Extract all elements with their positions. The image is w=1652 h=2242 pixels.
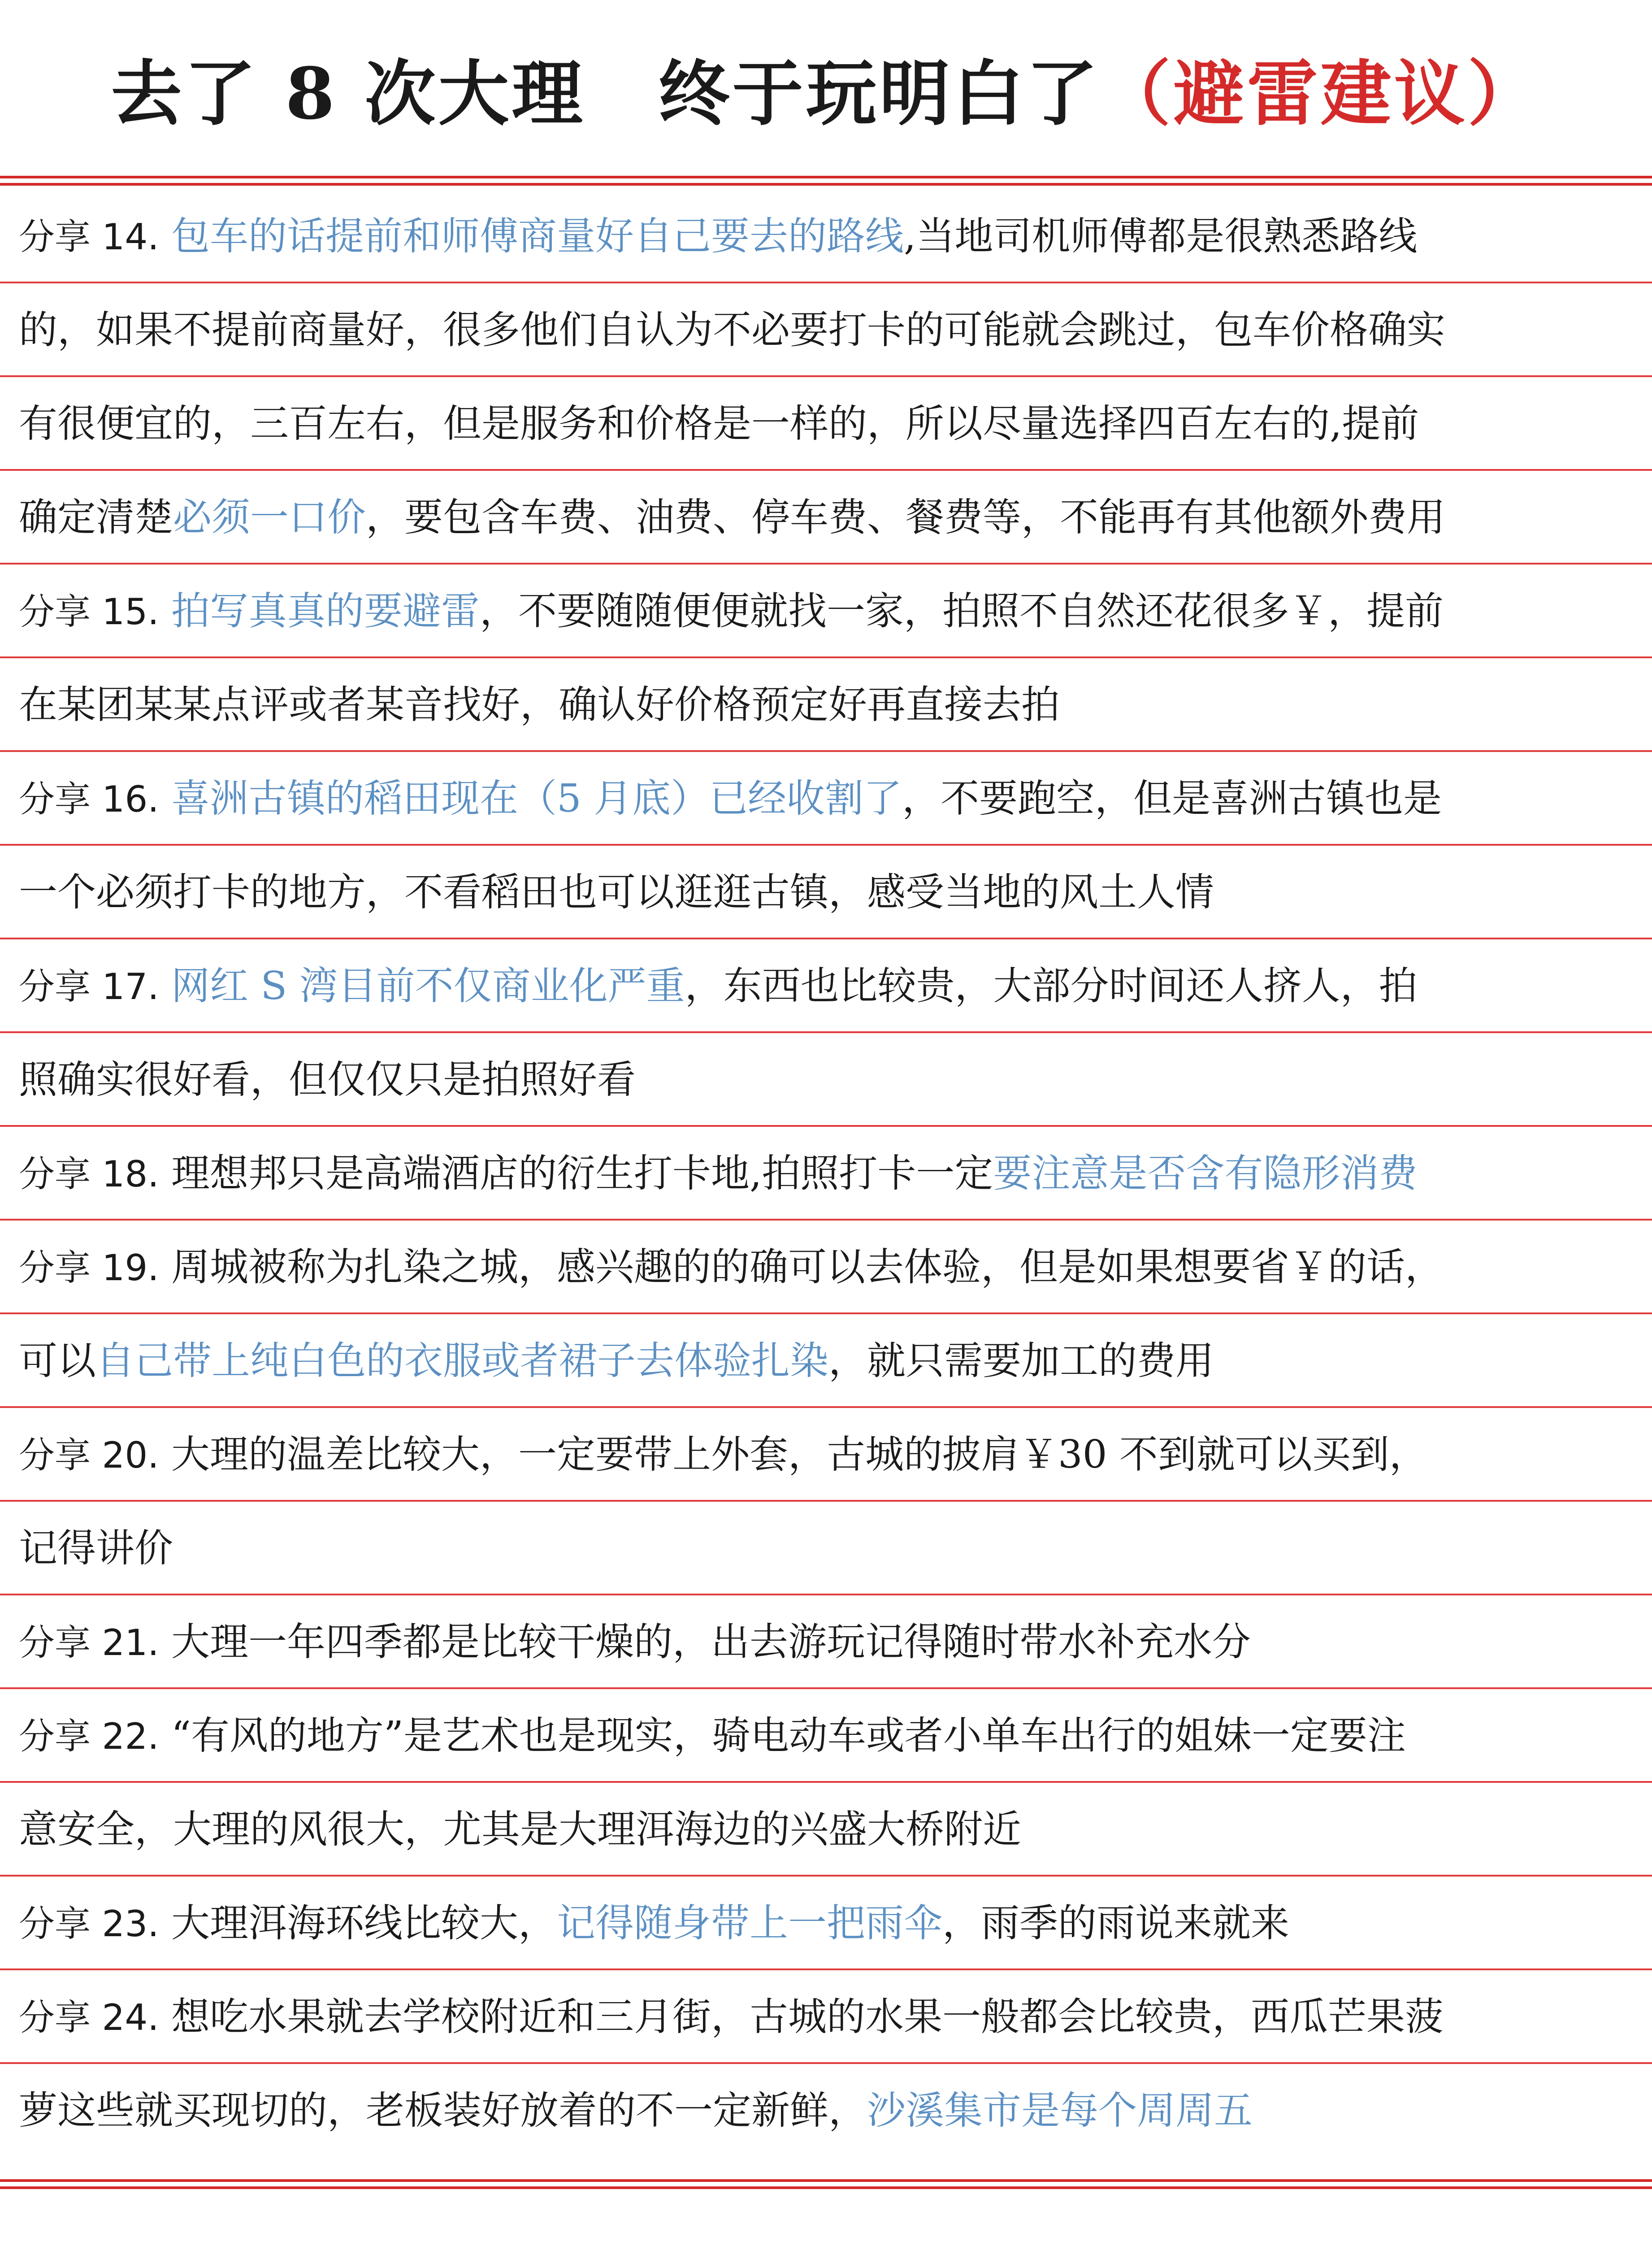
body-text: ，不要跑空，但是喜洲古镇也是 <box>902 776 1442 821</box>
highlighted-text: 网红 S 湾目前不仅商业化严重 <box>171 964 685 1008</box>
body-text: 照确实很好看，但仅仅只是拍照好看 <box>19 1057 636 1102</box>
text-line <box>0 1221 1652 1314</box>
highlighted-text: 记得随身带上一把雨伞 <box>557 1901 942 1946</box>
page-title <box>0 43 1652 146</box>
highlighted-text: 自己带上纯白色的衣服或者裙子去体验扎染 <box>96 1338 828 1383</box>
text-line <box>0 1127 1652 1221</box>
tips-list <box>0 190 1652 2158</box>
highlighted-text: 包车的话提前和师傅商量好自己要去的路线 <box>171 214 904 259</box>
tip-number-label: 分享 14. <box>19 190 159 283</box>
body-text <box>159 214 171 259</box>
text-line <box>0 2064 1652 2158</box>
body-text: “有风的地方”是艺术也是现实，骑电动车或者小单车出行的姐妹一定要注 <box>159 1713 1406 1758</box>
highlighted-text: 拍写真真的要避雷 <box>171 589 480 634</box>
body-text: ，要包含车费、油费、停车费、餐费等，不能再有其他额外费用 <box>366 495 1445 540</box>
body-text: 大理的温差比较大，一定要带上外套，古城的披肩￥30 不到就可以买到， <box>159 1432 1428 1477</box>
tip-number-label: 分享 17. <box>19 940 159 1033</box>
body-text: 记得讲价 <box>19 1526 173 1571</box>
tip-number-label: 分享 15. <box>19 565 159 658</box>
text-line <box>0 1595 1652 1689</box>
text-line <box>0 1314 1652 1408</box>
tip-number-label: 分享 16. <box>19 752 159 846</box>
tip-number-label: 分享 22. <box>19 1690 159 1783</box>
body-text: 可以 <box>19 1338 96 1383</box>
body-text: ,当地司机师傅都是很熟悉路线 <box>904 214 1418 259</box>
body-text: 大理一年四季都是比较干燥的，出去游玩记得随时带水补充水分 <box>159 1620 1251 1664</box>
body-text: ，不要随随便便就找一家，拍照不自然还花很多￥，提前 <box>480 589 1444 634</box>
text-line <box>0 1877 1652 1970</box>
text-line <box>0 190 1652 283</box>
body-text: 确定清楚 <box>19 495 173 540</box>
title-accent: （避雷建议） <box>1100 52 1541 135</box>
text-line <box>0 1689 1652 1783</box>
body-text: 大理洱海环线比较大， <box>159 1901 557 1946</box>
body-text: ，雨季的雨说来就来 <box>942 1901 1289 1946</box>
body-text: 想吃水果就去学校附近和三月街，古城的水果一般都会比较贵，西瓜芒果菠 <box>159 1994 1444 2039</box>
body-text: 理想邦只是高端酒店的衍生打卡地,拍照打卡一定 <box>159 1151 993 1196</box>
text-line <box>0 283 1652 377</box>
body-text: 周城被称为扎染之城，感兴趣的的确可以去体验，但是如果想要省￥的话， <box>159 1245 1444 1290</box>
text-line <box>0 1970 1652 2064</box>
body-text: 有很便宜的，三百左右，但是服务和价格是一样的，所以尽量选择四百左右的,提前 <box>19 401 1419 446</box>
body-text: 意安全，大理的风很大，尤其是大理洱海边的兴盛大桥附近 <box>19 1807 1021 1852</box>
tip-number-label: 分享 18. <box>19 1127 159 1221</box>
tip-number-label: 分享 20. <box>19 1408 159 1502</box>
text-line <box>0 846 1652 939</box>
top-divider <box>0 176 1652 186</box>
highlighted-text: 沙溪集市是每个周周五 <box>867 2088 1253 2133</box>
body-text: ，东西也比较贵，大部分时间还人挤人，拍 <box>685 964 1418 1008</box>
tip-number-label: 分享 23. <box>19 1877 159 1970</box>
text-line <box>0 565 1652 658</box>
highlighted-text: 必须一口价 <box>173 495 366 540</box>
body-text: ，就只需要加工的费用 <box>828 1338 1214 1383</box>
body-text: 一个必须打卡的地方，不看稻田也可以逛逛古镇，感受当地的风土人情 <box>19 870 1214 915</box>
text-line <box>0 658 1652 752</box>
body-text: 萝这些就买现切的，老板装好放着的不一定新鲜， <box>19 2088 867 2133</box>
text-line <box>0 1783 1652 1877</box>
body-text: 的，如果不提前商量好，很多他们自认为不必要打卡的可能就会跳过，包车价格确实 <box>19 308 1445 352</box>
text-line <box>0 1408 1652 1502</box>
tip-number-label: 分享 19. <box>19 1221 159 1314</box>
body-text <box>159 964 171 1008</box>
title-main: 去了 8 次大理 终于玩明白了 <box>111 52 1100 135</box>
text-line <box>0 377 1652 471</box>
text-line <box>0 1033 1652 1127</box>
body-text <box>159 776 171 821</box>
text-line <box>0 1502 1652 1595</box>
highlighted-text: 要注意是否含有隐形消费 <box>993 1151 1418 1196</box>
body-text <box>159 589 171 634</box>
text-line <box>0 752 1652 846</box>
highlighted-text: 喜洲古镇的稻田现在（5 月底）已经收割了 <box>171 776 902 821</box>
bottom-divider <box>0 2179 1652 2189</box>
tip-number-label: 分享 21. <box>19 1596 159 1689</box>
text-line <box>0 471 1652 565</box>
text-line <box>0 939 1652 1033</box>
body-text: 在某团某某点评或者某音找好，确认好价格预定好再直接去拍 <box>19 682 1060 727</box>
tip-number-label: 分享 24. <box>19 1971 159 2064</box>
